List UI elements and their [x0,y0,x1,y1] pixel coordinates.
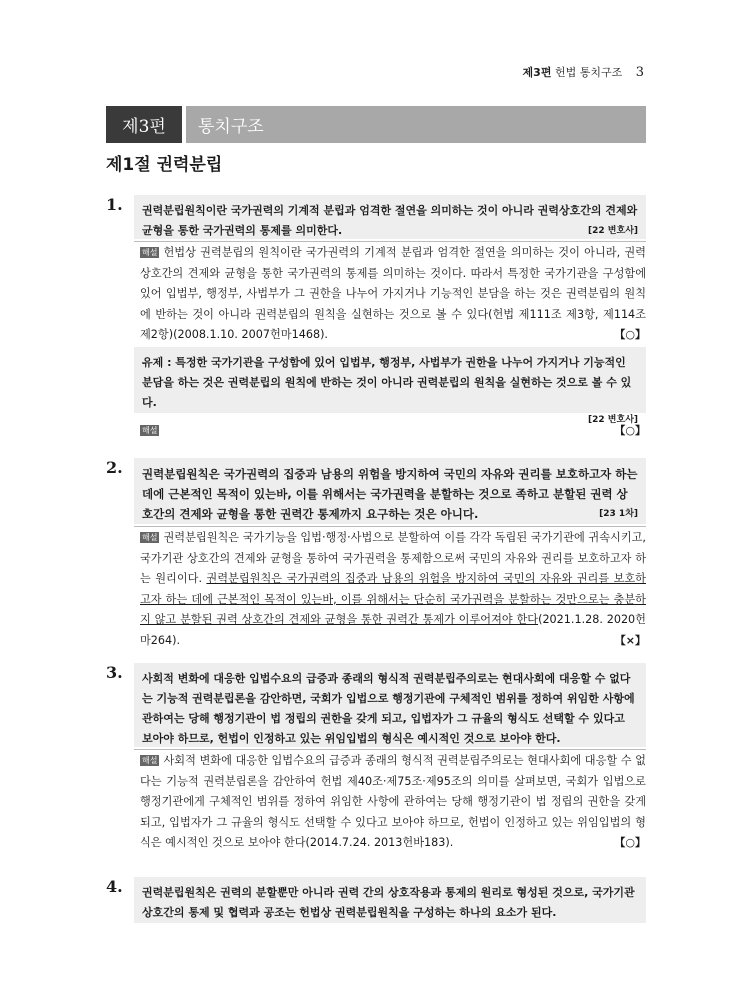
explanation-badge: 해설 [142,533,158,542]
variant-explanation [140,421,646,442]
divider [134,526,646,527]
running-head [523,64,644,80]
explanation-text: 헌법상 권력분립의 원칙이란 국가권력의 기계적 분립과 엄격한 절연을 의미하는 것이 아니라, 권력 상호간의 견제와 균형을 통한 국가권력의 통제를 의미하는 것이다. 따라서 특정한 국가기관을 구성함에 있어 입법부, 행정부, 사법부가 그 권한을 나누어 가지거나 기능적인 분담을 하는 것은 권력분립의 원칙에 반하는 것이 아니라 권력분립의 원칙을 실현하는 것으로 볼 수 있다(헌법 제111조 제3항, 제114조 제2항)(2008.1.10. 2007헌마1468). [140,246,646,341]
question-number: 4. [106,877,123,896]
question-stem-box [134,663,646,747]
explanation-text: 사회적 변화에 대응한 입법수요의 급증과 종래의 형식적 권력분립주의로는 현대사회에 대응할 수 없다는 기능적 권력분립론을 감안하여 헌법 제40조·제75조·제95조의 의미를 살펴보면, 국회가 입법으로 행정기관에게 구체적인 범위를 정하여 위임한 사항에 관하여는 당해 행정기관이 법 정립의 권한을 갖게 되고, 입법자가 그 규율의 형식도 선택할 수 있다고 보아야 하므로, 헌법이 인정하고 있는 위임입법의 형식은 예시적인 것으로 보아야 한다(2014.7.24. 2013헌바183). [140,754,646,849]
source-tag: [23 1차] [599,509,638,519]
running-head-title: 헌법 통치구조 [554,66,623,79]
explanation-badge: 해설 [142,248,158,257]
source-tag: [22 변호사] [588,226,638,236]
part-name: 통치구조 [186,106,646,143]
question-number: 3. [106,663,123,682]
divider [134,241,646,242]
part-banner [106,106,646,143]
answer-mark: 【×】 [614,633,646,647]
section-title: 제1절 권력분립 [106,155,223,175]
question-stem-box [134,195,646,239]
answer-mark: 【○】 [614,424,646,437]
running-head-part: 제3편 [522,66,552,79]
question-stem-box [134,458,646,524]
question-stem: 권력분립원칙은 국가권력의 집중과 남용의 위험을 방지하여 국민의 자유와 권리를 보호하고자 하는 데에 근본적인 목적이 있는바, 이를 위해서는 국가권력을 분할하는 것으로 족하고 분할된 권력 상호간의 견제와 균형을 통한 권력간 통제까지 요구하는 것은 아니다. [142,467,638,521]
source-tag: [22 변호사] [588,415,638,425]
divider [134,749,646,750]
explanation-citation: (2021.1.28. 2020헌마264). [140,613,646,647]
variant-stem: 유제 : 특정한 국가기관을 구성함에 있어 입법부, 행정부, 사법부가 권한을 나누어 가지거나 기능적인 분담을 하는 것은 권력분립의 원칙에 반하는 것이 아니라 권력분립의 원칙을 실현하는 것으로 볼 수 있다. [142,356,632,409]
explanation-underlined: 권력분립원칙은 국가권력의 집중과 남용의 위험을 방지하여 국민의 자유와 권리를 보호하고자 하는 데에 근본적인 목적이 있는바, 이를 위해서는 단순히 국가권력을 분할하는 것만으로는 충분하지 않고 분할된 권력 상호간의 견제와 균형을 통한 권력간 통제가 이루어져야 한다 [140,572,646,626]
question-number: 1. [106,195,123,214]
variant-box [134,347,646,425]
question-stem: 사회적 변화에 대응한 입법수요의 급증과 종래의 형식적 권력분립주의로는 현대사회에 대응할 수 없다는 기능적 권력분립론을 감안하면, 국회가 입법으로 행정기관에 구체적인 범위를 정하여 위임한 사항에 관하여는 당해 행정기관이 법 정립의 권한을 갖게 되고, 입법자가 그 규율의 형식도 선택할 수 있다고 보아야 하므로, 헌법이 인정하고 있는 위임입법의 형식은 예시적인 것으로 보아야 한다. [142,672,635,745]
answer-mark: 【○】 [614,836,646,849]
page-number: 3 [635,65,644,80]
explanation [140,243,646,346]
part-number: 제3편 [106,106,182,143]
explanation [140,751,646,854]
question-stem: 권력분립원칙은 권력의 분할뿐만 아니라 권력 간의 상호작용과 통제의 원리로 형성된 것으로, 국가기관 상호간의 통제 및 협력과 공조는 헌법상 권력분립원칙을 구성하는 하나의 요소가 된다. [142,886,635,919]
question-number: 2. [106,458,123,477]
explanation-text: 권력분립원칙은 국가기능을 입법·행정·사법으로 분할하여 이를 각각 독립된 국가기관에 귀속시키고, 국가기관 상호간의 견제와 균형을 통하여 국가권력을 통제함으로써 국민의 자유와 권리를 보호하고자 하는 원리이다. [140,531,646,585]
explanation [140,528,646,651]
answer-mark: 【○】 [614,328,646,341]
question-stem-box [134,877,646,923]
question-stem: 권력분립원칙이란 국가권력의 기계적 분립과 엄격한 절연을 의미하는 것이 아니라 권력상호간의 견제와 균형을 통한 국가권력의 통제를 의미한다. [142,204,638,237]
explanation-badge: 해설 [142,426,158,435]
explanation-badge: 해설 [142,756,158,765]
